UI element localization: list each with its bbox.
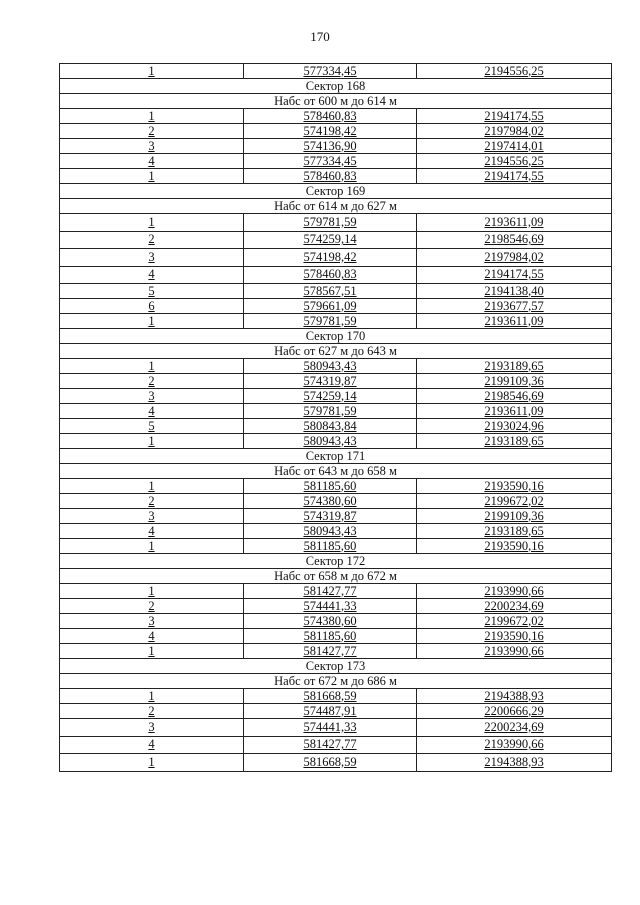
- x-coordinate-cell: 581668,59: [244, 689, 417, 704]
- y-coordinate-cell: 2199672,02: [417, 494, 612, 509]
- x-coordinate-cell: 581185,60: [244, 629, 417, 644]
- point-number-cell: 3: [60, 509, 244, 524]
- x-coordinate-cell: 574441,33: [244, 599, 417, 614]
- y-coordinate-cell: 2193990,66: [417, 584, 612, 599]
- section-header-row: [60, 199, 612, 214]
- y-coordinate-cell: 2193611,09: [417, 314, 612, 329]
- x-coordinate-cell: 574198,42: [244, 249, 417, 267]
- section-header-cell: Набс от 672 м до 686 м: [60, 674, 612, 689]
- table-row: [60, 214, 612, 232]
- x-coordinate-cell: 581185,60: [244, 479, 417, 494]
- point-number-cell: 3: [60, 719, 244, 737]
- x-coordinate-cell: 578460,83: [244, 169, 417, 184]
- y-coordinate-cell: 2193611,09: [417, 404, 612, 419]
- section-header-row: [60, 554, 612, 569]
- table-row: [60, 494, 612, 509]
- x-coordinate-cell: 579781,59: [244, 214, 417, 232]
- point-number-cell: 1: [60, 314, 244, 329]
- y-coordinate-cell: 2198546,69: [417, 231, 612, 249]
- table-row: [60, 629, 612, 644]
- table-row: [60, 64, 612, 79]
- page-number: 170: [310, 29, 330, 44]
- x-coordinate-cell: 580943,43: [244, 359, 417, 374]
- table-row: [60, 704, 612, 719]
- y-coordinate-cell: 2198546,69: [417, 389, 612, 404]
- section-header-cell: Набс от 658 м до 672 м: [60, 569, 612, 584]
- point-number-cell: 1: [60, 214, 244, 232]
- point-number-cell: 1: [60, 754, 244, 772]
- x-coordinate-cell: 579781,59: [244, 314, 417, 329]
- table-row: [60, 266, 612, 284]
- section-header-cell: Набс от 614 м до 627 м: [60, 199, 612, 214]
- section-header-row: [60, 94, 612, 109]
- point-number-cell: 2: [60, 124, 244, 139]
- point-number-cell: 3: [60, 389, 244, 404]
- section-header-row: [60, 674, 612, 689]
- point-number-cell: 5: [60, 284, 244, 299]
- y-coordinate-cell: 2193590,16: [417, 539, 612, 554]
- point-number-cell: 3: [60, 249, 244, 267]
- section-header-row: [60, 184, 612, 199]
- x-coordinate-cell: 580943,43: [244, 524, 417, 539]
- y-coordinate-cell: 2193024,96: [417, 419, 612, 434]
- point-number-cell: 6: [60, 299, 244, 314]
- x-coordinate-cell: 580943,43: [244, 434, 417, 449]
- table-row: [60, 374, 612, 389]
- x-coordinate-cell: 579781,59: [244, 404, 417, 419]
- y-coordinate-cell: 2194174,55: [417, 169, 612, 184]
- x-coordinate-cell: 574198,42: [244, 124, 417, 139]
- table-row: [60, 689, 612, 704]
- y-coordinate-cell: 2193590,16: [417, 479, 612, 494]
- table-row: [60, 479, 612, 494]
- point-number-cell: 2: [60, 374, 244, 389]
- y-coordinate-cell: 2200234,69: [417, 719, 612, 737]
- section-header-cell: Сектор 172: [60, 554, 612, 569]
- y-coordinate-cell: 2193611,09: [417, 214, 612, 232]
- point-number-cell: 1: [60, 64, 244, 79]
- x-coordinate-cell: 574136,90: [244, 139, 417, 154]
- x-coordinate-cell: 574380,60: [244, 614, 417, 629]
- table-row: [60, 584, 612, 599]
- point-number-cell: 4: [60, 266, 244, 284]
- x-coordinate-cell: 577334,45: [244, 154, 417, 169]
- table-row: [60, 389, 612, 404]
- section-header-row: [60, 569, 612, 584]
- section-header-row: [60, 449, 612, 464]
- y-coordinate-cell: 2193189,65: [417, 524, 612, 539]
- point-number-cell: 5: [60, 419, 244, 434]
- point-number-cell: 4: [60, 404, 244, 419]
- y-coordinate-cell: 2200234,69: [417, 599, 612, 614]
- point-number-cell: 3: [60, 139, 244, 154]
- x-coordinate-cell: 577334,45: [244, 64, 417, 79]
- section-header-row: [60, 464, 612, 479]
- point-number-cell: 4: [60, 154, 244, 169]
- point-number-cell: 1: [60, 434, 244, 449]
- section-header-cell: Набс от 643 м до 658 м: [60, 464, 612, 479]
- x-coordinate-cell: 574259,14: [244, 231, 417, 249]
- y-coordinate-cell: 2200666,29: [417, 704, 612, 719]
- x-coordinate-cell: 574380,60: [244, 494, 417, 509]
- point-number-cell: 1: [60, 584, 244, 599]
- table-row: [60, 359, 612, 374]
- point-number-cell: 1: [60, 359, 244, 374]
- x-coordinate-cell: 579661,09: [244, 299, 417, 314]
- x-coordinate-cell: 580843,84: [244, 419, 417, 434]
- y-coordinate-cell: 2199109,36: [417, 509, 612, 524]
- x-coordinate-cell: 578567,51: [244, 284, 417, 299]
- coordinates-table-body: [60, 64, 612, 772]
- x-coordinate-cell: 581427,77: [244, 736, 417, 754]
- section-header-cell: Сектор 171: [60, 449, 612, 464]
- y-coordinate-cell: 2193990,66: [417, 736, 612, 754]
- y-coordinate-cell: 2197984,02: [417, 124, 612, 139]
- x-coordinate-cell: 578460,83: [244, 109, 417, 124]
- section-header-row: [60, 344, 612, 359]
- point-number-cell: 1: [60, 539, 244, 554]
- y-coordinate-cell: 2199109,36: [417, 374, 612, 389]
- coordinates-table: [59, 63, 612, 772]
- table-row: [60, 154, 612, 169]
- point-number-cell: 4: [60, 736, 244, 754]
- y-coordinate-cell: 2194388,93: [417, 754, 612, 772]
- table-row: [60, 169, 612, 184]
- y-coordinate-cell: 2193990,66: [417, 644, 612, 659]
- table-row: [60, 109, 612, 124]
- table-row: [60, 719, 612, 737]
- table-row: [60, 524, 612, 539]
- point-number-cell: 2: [60, 494, 244, 509]
- point-number-cell: 1: [60, 479, 244, 494]
- point-number-cell: 2: [60, 599, 244, 614]
- point-number-cell: 1: [60, 644, 244, 659]
- section-header-cell: Набс от 627 м до 643 м: [60, 344, 612, 359]
- y-coordinate-cell: 2193189,65: [417, 434, 612, 449]
- y-coordinate-cell: 2199672,02: [417, 614, 612, 629]
- x-coordinate-cell: 581427,77: [244, 584, 417, 599]
- x-coordinate-cell: 574441,33: [244, 719, 417, 737]
- table-row: [60, 614, 612, 629]
- table-row: [60, 284, 612, 299]
- table-row: [60, 404, 612, 419]
- table-row: [60, 231, 612, 249]
- point-number-cell: 1: [60, 109, 244, 124]
- section-header-cell: Набс от 600 м до 614 м: [60, 94, 612, 109]
- point-number-cell: 4: [60, 629, 244, 644]
- point-number-cell: 4: [60, 524, 244, 539]
- y-coordinate-cell: 2194388,93: [417, 689, 612, 704]
- point-number-cell: 3: [60, 614, 244, 629]
- y-coordinate-cell: 2193590,16: [417, 629, 612, 644]
- x-coordinate-cell: 574259,14: [244, 389, 417, 404]
- y-coordinate-cell: 2194174,55: [417, 109, 612, 124]
- table-row: [60, 124, 612, 139]
- x-coordinate-cell: 581427,77: [244, 644, 417, 659]
- table-row: [60, 736, 612, 754]
- y-coordinate-cell: 2194138,40: [417, 284, 612, 299]
- x-coordinate-cell: 574487,91: [244, 704, 417, 719]
- y-coordinate-cell: 2193677,57: [417, 299, 612, 314]
- table-row: [60, 314, 612, 329]
- table-row: [60, 249, 612, 267]
- x-coordinate-cell: 581668,59: [244, 754, 417, 772]
- y-coordinate-cell: 2197984,02: [417, 249, 612, 267]
- y-coordinate-cell: 2197414,01: [417, 139, 612, 154]
- point-number-cell: 1: [60, 689, 244, 704]
- x-coordinate-cell: 574319,87: [244, 509, 417, 524]
- table-row: [60, 644, 612, 659]
- section-header-row: [60, 659, 612, 674]
- table-row: [60, 419, 612, 434]
- table-row: [60, 509, 612, 524]
- table-row: [60, 139, 612, 154]
- x-coordinate-cell: 574319,87: [244, 374, 417, 389]
- table-row: [60, 539, 612, 554]
- y-coordinate-cell: 2194556,25: [417, 154, 612, 169]
- y-coordinate-cell: 2194174,55: [417, 266, 612, 284]
- y-coordinate-cell: 2193189,65: [417, 359, 612, 374]
- table-row: [60, 754, 612, 772]
- section-header-cell: Сектор 173: [60, 659, 612, 674]
- point-number-cell: 1: [60, 169, 244, 184]
- section-header-cell: Сектор 169: [60, 184, 612, 199]
- table-row: [60, 434, 612, 449]
- section-header-cell: Сектор 170: [60, 329, 612, 344]
- x-coordinate-cell: 581185,60: [244, 539, 417, 554]
- section-header-cell: Сектор 168: [60, 79, 612, 94]
- table-row: [60, 599, 612, 614]
- section-header-row: [60, 329, 612, 344]
- y-coordinate-cell: 2194556,25: [417, 64, 612, 79]
- table-row: [60, 299, 612, 314]
- point-number-cell: 2: [60, 704, 244, 719]
- x-coordinate-cell: 578460,83: [244, 266, 417, 284]
- point-number-cell: 2: [60, 231, 244, 249]
- section-header-row: [60, 79, 612, 94]
